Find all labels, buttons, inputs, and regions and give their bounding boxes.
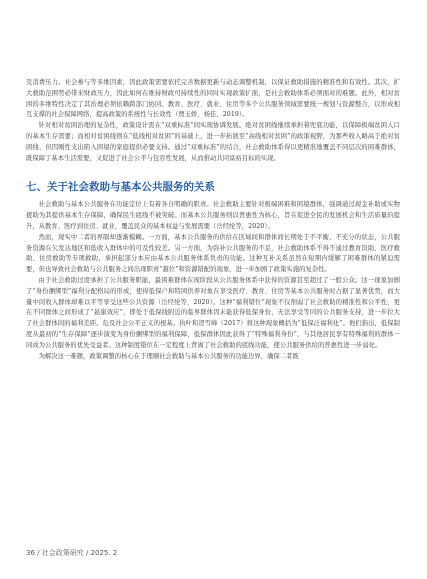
paragraph-4: 然而，现实中二者的界限却逐渐模糊。一方面，基本公共服务的供给在区域间和群体间长期处于不平衡、不充分的状态，公共服务资源在欠发达地区和低收入群体中的可及性较差。另一方面，为弥补公共服务的不足，社会救助体系不得不通过教育资助、医疗救助、住房救助等专项救助，承担起部分本应由基本公共服务体系负责的功能。这种互补关系虽然在短期内缓解了困难群体的紧迫需要，但也导致社会救助与公共服务之间出现职责“越位”和资源错配的现象，进一步加剧了政策实施的复杂性。 xyxy=(26,233,400,274)
section-heading: 七、关于社会救助与基本公共服务的关系 xyxy=(26,181,215,194)
article-body xyxy=(26,78,400,362)
paragraph-6: 为解决这一难题，政策调整的核心在于理顺社会救助与基本公共服务的功能边界，确保二者既 xyxy=(38,352,299,360)
page-footer: 36 / 社会政策研究 / 2025. 2 xyxy=(26,549,118,557)
paragraph-1: 及消费压力。社会参与等多维因素，因此政策需要依托完善数据更新与动态调整机制，以保证救助措施的精准性和有效性。其次，扩大救助范围势必带来财政压力，因此如何在维持财政可持续性的同时实现政策扩面，是社会救助体系必须面对的难题。此外，相对贫困的多维特性决定了其治理必须依赖跨部门协同。教育、医疗、就业、住房等多个公共服务领域需要统一规划与资源整合，以形成相互支撑的社会保障网络，提高政策的系统性与长效性（贾玉娇、杨佳，2019）。 xyxy=(26,79,400,119)
paragraph-3: 社会救助与基本公共服务在功能定位上有着各自明确的职责。社会救助主要针对极端困难和困境群体，强调通过现金补助或实物援助为其提供基本生存保障，确保民生底线不被突破。而基本公共服务则以普惠性为核心，旨在促进全民的发展机会和生活质量的提升，从教育、医疗到住房、就业，覆盖民众的基本权益与发展需要（岳经纶等，2020）。 xyxy=(26,201,400,230)
paragraph-5: 由于社会救助过度承担了公共服务职能，最困难群体在现阶段从公共服务体系中获得的资源甚至超过了一般公众。这一现象加剧了“身份捆绑型”福利分配格局的形成，使得低保户和特困供养对象在享受医疗、教育、住房等基本公共服务时占据了显著优势，而大量中间收入群体却难以平等享受这些公共资源（岳经纶等，2020）。这种“福利错位”现象不仅削弱了社会救助的精准性和公平性，更在不同群体之间形成了“悬崖效应”，即处于低保线附近的临界群体因未能获得低保身份，无法享受等同的公共服务支持，进一步拉大了社会群体间的福利差距。危及社会公平正义的根基。执叶和贺雪峰（2017）将这种现象概括为“低保泛福利化”。他们指出，低保制度从最初的“生存保障”逐步演变为身份捆绑型的福利保障，低保群体因此获得了“特殊福利身份”，与其他居民享有特殊福利的群体一同成为公共服务的优先受益者。这种制度错位在一定程度上背离了社会救助的底线功能，使公共服务供给的普惠性进一步弱化。 xyxy=(26,276,400,349)
paragraph-2: 针对相对贫困治理的复杂性，政策设计需在“双重标准”间实现协调发展。绝对贫困线继续承担着兜底功能，以保障极端贫困人口的基本生存需要；而相对贫困线则在“低线相对贫困”的基础上，进一步拓展至“高线相对贫困”的政策视野，为那些收入略高于绝对贫困线、但因刚性支出陷入困境的家庭提供必要支持。通过“双重标准”的结合，社会救助体系得以更精准地覆盖不同层次的困难群体，既保障了基本生活需要，又促进了社会公平与包容性发展，从而推动共同富裕目标的实现。 xyxy=(26,122,400,162)
